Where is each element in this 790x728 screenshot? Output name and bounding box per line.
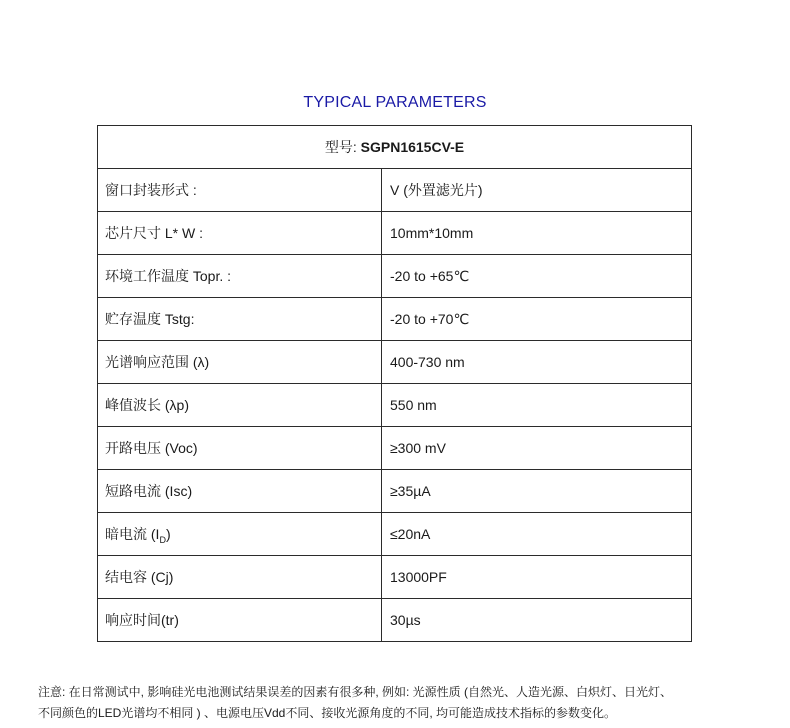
footnote <box>38 682 758 724</box>
param-value: V (外置滤光片) <box>382 169 692 212</box>
param-label: 环境工作温度 Topr. : <box>98 255 382 298</box>
footnote-line-2: 不同颜色的LED光谱均不相同 ) 、电源电压Vdd不同、接收光源角度的不同, 均可能造成技术指标的参数变化。 <box>38 706 617 720</box>
param-label: 开路电压 (Voc) <box>98 427 382 470</box>
param-label-text: 暗电流 (I <box>105 525 160 542</box>
param-label-subscript: D <box>159 534 166 545</box>
table-row <box>98 341 692 384</box>
param-value: 13000PF <box>382 556 692 599</box>
param-value: ≤20nA <box>382 513 692 556</box>
param-label: 短路电流 (Isc) <box>98 470 382 513</box>
table-row <box>98 298 692 341</box>
param-label-close: ) <box>165 525 171 542</box>
param-value: -20 to +70℃ <box>382 298 692 341</box>
param-value: 550 nm <box>382 384 692 427</box>
param-value: 400-730 nm <box>382 341 692 384</box>
param-value: -20 to +65℃ <box>382 255 692 298</box>
param-label: 芯片尺寸 L* W : <box>98 212 382 255</box>
param-label: 光谱响应范围 (λ) <box>98 341 382 384</box>
table-row <box>98 599 692 642</box>
model-value: SGPN1615CV-E <box>360 139 465 155</box>
table-row <box>98 212 692 255</box>
footnote-line-1: 注意: 在日常测试中, 影响硅光电池测试结果误差的因素有很多种, 例如: 光源性质 (自然光、人造光源、白炽灯、日光灯、 <box>38 685 673 699</box>
param-value: ≥35µA <box>382 470 692 513</box>
table-row <box>98 470 692 513</box>
param-label: 峰值波长 (λp) <box>98 384 382 427</box>
table-row <box>98 556 692 599</box>
param-value: 30µs <box>382 599 692 642</box>
param-label: 贮存温度 Tstg: <box>98 298 382 341</box>
table-row <box>98 427 692 470</box>
param-label: 响应时间(tr) <box>98 599 382 642</box>
param-label: 窗口封装形式 : <box>98 169 382 212</box>
model-cell <box>98 126 692 169</box>
param-label: 结电容 (Cj) <box>98 556 382 599</box>
parameters-table <box>97 125 692 642</box>
table-row-model <box>98 126 692 169</box>
table-row <box>98 513 692 556</box>
param-value: 10mm*10mm <box>382 212 692 255</box>
param-label <box>98 513 382 556</box>
table-row <box>98 255 692 298</box>
param-value: ≥300 mV <box>382 427 692 470</box>
table-row <box>98 384 692 427</box>
model-label: 型号: <box>324 139 357 155</box>
table-row <box>98 169 692 212</box>
page-title: TYPICAL PARAMETERS <box>303 94 487 111</box>
